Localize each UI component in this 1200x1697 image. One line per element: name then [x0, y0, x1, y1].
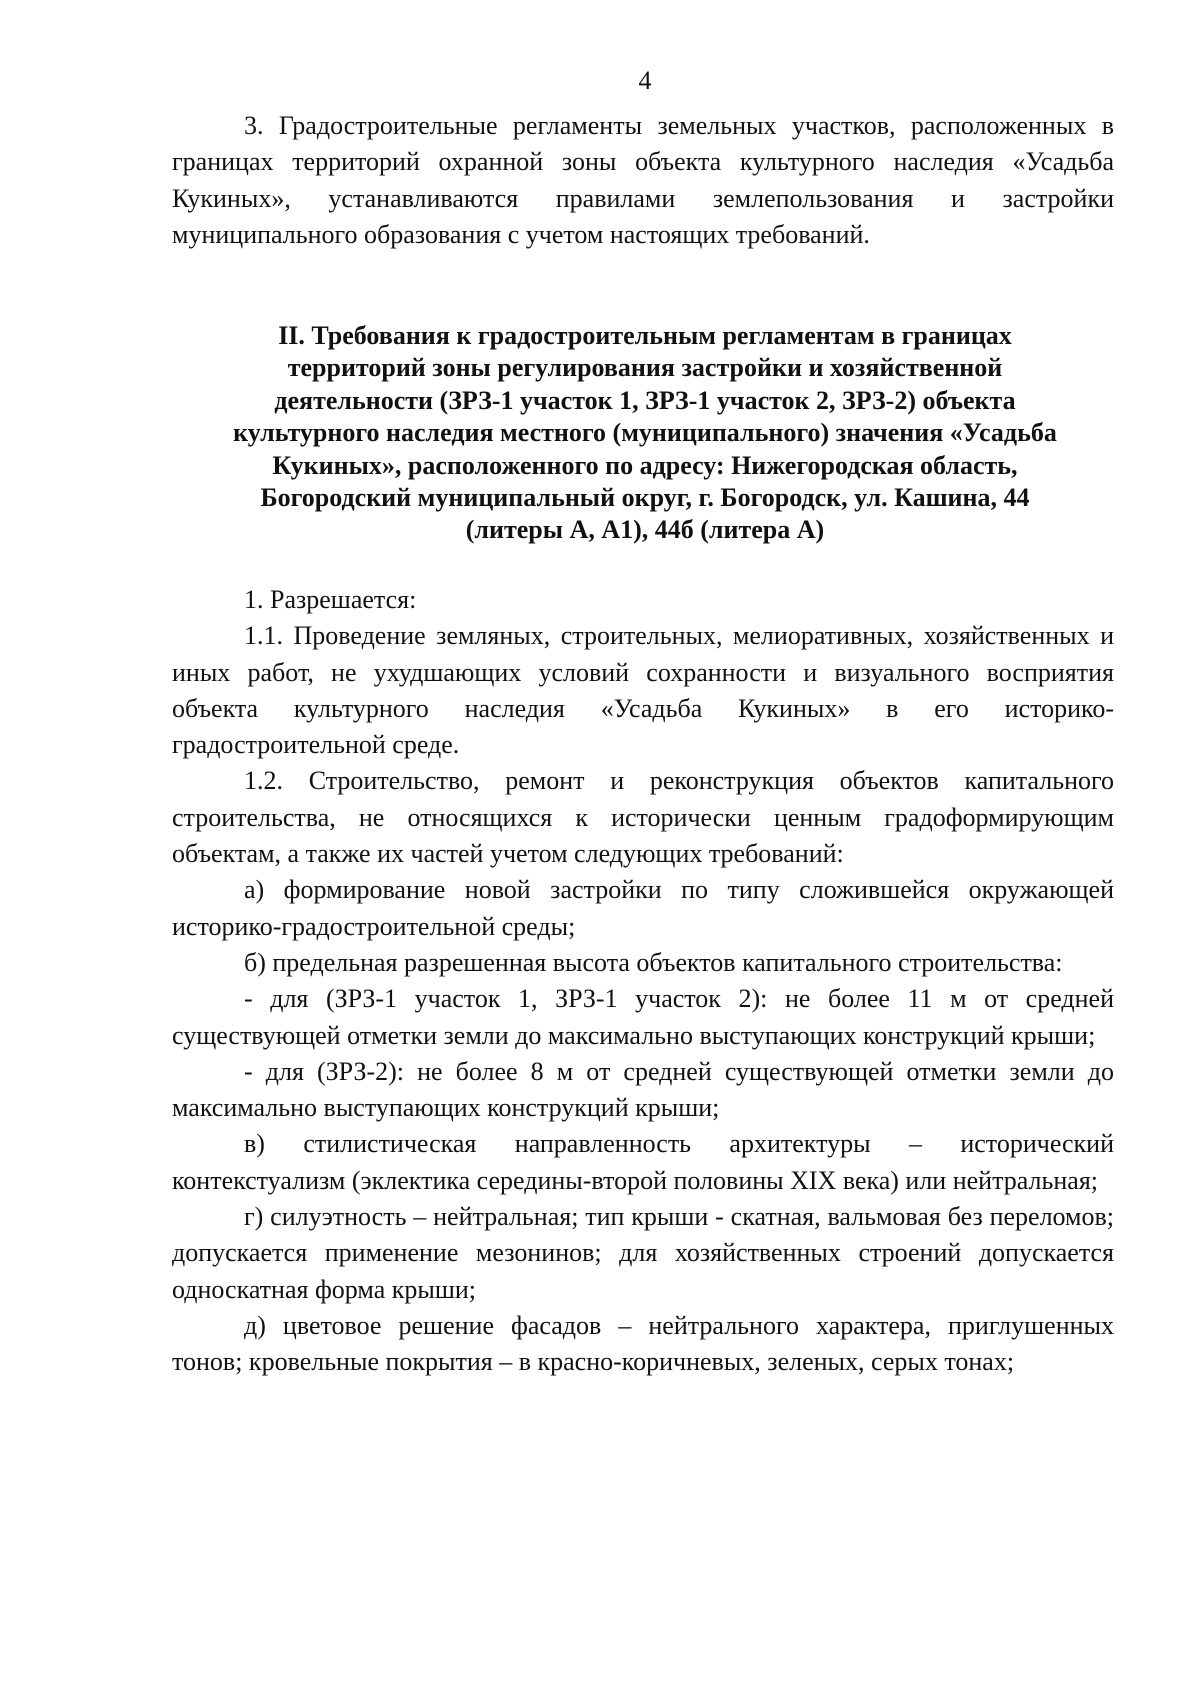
- page-number: 4: [638, 66, 652, 95]
- section-heading-line: территорий зоны регулирования застройки и хозяйственной: [287, 353, 1003, 383]
- paragraph-1-2: 1.2. Строительство, ремонт и реконструкция объектов капитального строительства, не относящихся к исторически ценным градоформирующим объектам, а также их частей учетом следующих требований:: [172, 766, 1114, 869]
- intro-section: [172, 108, 1114, 253]
- section-heading-line: II. Требования к градостроительным регламентам в границах: [278, 321, 1012, 350]
- section-heading-line: (литеры А, А1), 44б (литера А): [465, 515, 825, 545]
- section-heading-line: Богородский муниципальный округ, г. Богородск, ул. Кашина, 44: [260, 483, 1030, 513]
- section-heading: [150, 320, 1140, 547]
- body-section: [172, 582, 1114, 1381]
- section-heading-line: Кукиных», расположенного по адресу: Нижегородская область,: [272, 450, 1018, 480]
- paragraph-b: б) предельная разрешенная высота объектов капитального строительства:: [244, 947, 1063, 977]
- section-heading-line: деятельности (ЗРЗ-1 участок 1, ЗРЗ-1 участок 2, ЗРЗ-2) объекта: [274, 385, 1016, 415]
- paragraph-g: г) силуэтность – нейтральная; тип крыши - скатная, вальмовая без переломов; допускается применение мезонинов; для хозяйственных строений допускается односкатная форма крыши;: [172, 1202, 1114, 1304]
- paragraph-d: д) цветовое решение фасадов – нейтрального характера, приглушенных тонов; кровельные покрытия – в красно-коричневых, зеленых, серых тонах;: [172, 1310, 1114, 1377]
- paragraph-height-zrz2: - для (ЗРЗ-2): не более 8 м от средней существующей отметки земли до максимально выступающих конструкций крыши;: [172, 1056, 1114, 1123]
- paragraph-v: в) стилистическая направленность архитектуры – исторический контекстуализм (эклектика середины-второй половины XIX века) или нейтральная;: [172, 1129, 1114, 1195]
- section-heading-line: культурного наследия местного (муниципального) значения «Усадьба: [233, 418, 1057, 448]
- intro-paragraph: 3. Градостроительные регламенты земельных участков, расположенных в границах территорий охранной зоны объекта культурного наследия «Усадьба Кукиных», устанавливаются правилами землепользования и застройки муниципального образования с учетом настоящих требований.: [172, 111, 1114, 249]
- paragraph-1-1: 1.1. Проведение земляных, строительных, мелиоративных, хозяйственных и иных работ, не ухудшающих условий сохранности и визуального восприятия объекта культурного наследия «Усадьба Кукиных» в его историко-градостроительной среде.: [172, 621, 1114, 760]
- paragraph-a: а) формирование новой застройки по типу сложившейся окружающей историко-градостроительной среды;: [172, 875, 1114, 941]
- paragraph-permission: 1. Разрешается:: [244, 585, 417, 614]
- paragraph-height-zrz1: - для (ЗРЗ-1 участок 1, ЗРЗ-1 участок 2): не более 11 м от средней существующей отметки земли до максимально выступающих конструкций крыши;: [172, 984, 1114, 1050]
